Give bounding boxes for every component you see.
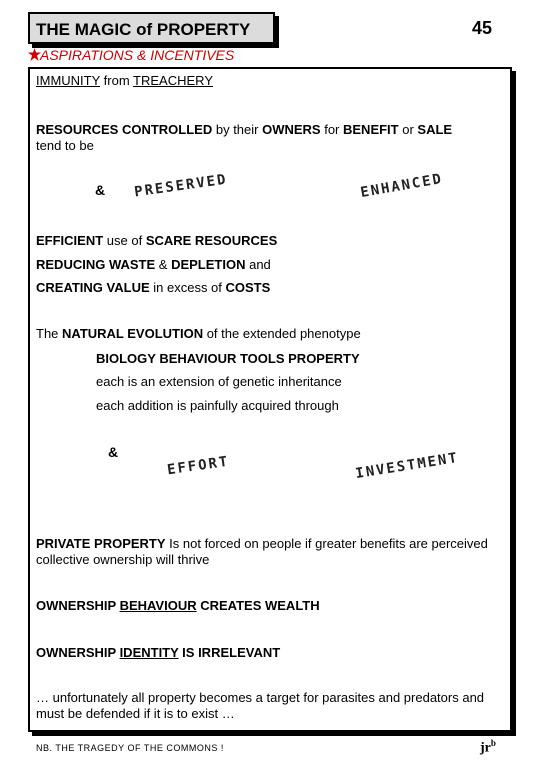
- resources-by-their: by their: [212, 122, 263, 137]
- efficient-word: EFFICIENT: [36, 233, 104, 248]
- reducing-depletion: DEPLETION: [171, 257, 246, 272]
- reducing-waste: REDUCING WASTE: [36, 257, 156, 272]
- private-property-paragraph: [36, 536, 506, 568]
- efficient-use-of: use of: [103, 233, 146, 248]
- word-effort: EFFORT: [166, 453, 231, 479]
- behaviour-line: [36, 598, 320, 614]
- natural-the: The: [36, 326, 63, 341]
- immunity-heading: [36, 73, 213, 89]
- addition-line: each addition is painfully acquired through: [96, 398, 339, 413]
- creating-line: [36, 280, 270, 296]
- behaviour-ownership: OWNERSHIP: [36, 598, 120, 613]
- section-subtitle: ASPIRATIONS & INCENTIVES: [40, 47, 235, 63]
- resources-controlled: RESOURCES CONTROLLED: [36, 122, 213, 137]
- creating-value: CREATING VALUE: [36, 280, 150, 295]
- word-investment: INVESTMENT: [354, 449, 460, 483]
- resources-owners: OWNERS: [262, 122, 321, 137]
- title-box: [28, 12, 275, 44]
- heading-treachery: TREACHERY: [133, 73, 213, 88]
- footer-note: NB. THE TRAGEDY OF THE COMMONS !: [36, 743, 224, 753]
- private-property-label: PRIVATE PROPERTY: [36, 536, 166, 551]
- resources-benefit: BENEFIT: [343, 122, 399, 137]
- behaviour-word: BEHAVIOUR: [119, 598, 197, 613]
- creating-in-excess-of: in excess of: [149, 280, 226, 295]
- extension-line: each is an extension of genetic inheritance: [96, 374, 342, 389]
- resources-or: or: [398, 122, 418, 137]
- identity-line: [36, 645, 280, 661]
- page-title: THE MAGIC of PROPERTY: [36, 20, 251, 39]
- private-property-text: Is not forced on people if greater benefits are perceived collective ownership will thrive: [36, 536, 488, 567]
- reducing-amp: &: [155, 257, 172, 272]
- ampersand-2: &: [108, 444, 119, 460]
- heading-from: from: [100, 73, 134, 88]
- author-initials-sup: b: [490, 738, 496, 748]
- natural-phenotype: of the extended phenotype: [203, 326, 361, 341]
- page-number: 45: [472, 18, 493, 38]
- heading-immunity: IMMUNITY: [36, 73, 101, 88]
- ampersand-1: &: [95, 182, 106, 198]
- creating-costs: COSTS: [225, 280, 271, 295]
- natural-evolution: NATURAL EVOLUTION: [62, 326, 204, 341]
- reducing-and: and: [245, 257, 271, 272]
- resources-sale: SALE: [417, 122, 453, 137]
- word-enhanced: ENHANCED: [359, 170, 445, 202]
- resources-tend-to-be: tend to be: [36, 138, 94, 153]
- biology-line: BIOLOGY BEHAVIOUR TOOLS PROPERTY: [96, 351, 360, 366]
- closing-paragraph: … unfortunately all property becomes a target for parasites and predators and must be defended if it is to exist …: [36, 690, 485, 721]
- reducing-line: [36, 257, 271, 273]
- efficient-scare-resources: SCARE RESOURCES: [145, 233, 278, 248]
- efficient-line: [36, 233, 277, 249]
- resources-paragraph: [36, 122, 506, 154]
- identity-irrelevant: IS IRRELEVANT: [178, 645, 281, 660]
- natural-line: [36, 326, 361, 342]
- identity-ownership: OWNERSHIP: [36, 645, 120, 660]
- author-initials-main: jr: [480, 740, 491, 756]
- identity-word: IDENTITY: [119, 645, 179, 660]
- resources-for: for: [320, 122, 343, 137]
- word-preserved: PRESERVED: [133, 171, 229, 201]
- behaviour-creates-wealth: CREATES WEALTH: [196, 598, 320, 613]
- author-initials: [480, 738, 496, 757]
